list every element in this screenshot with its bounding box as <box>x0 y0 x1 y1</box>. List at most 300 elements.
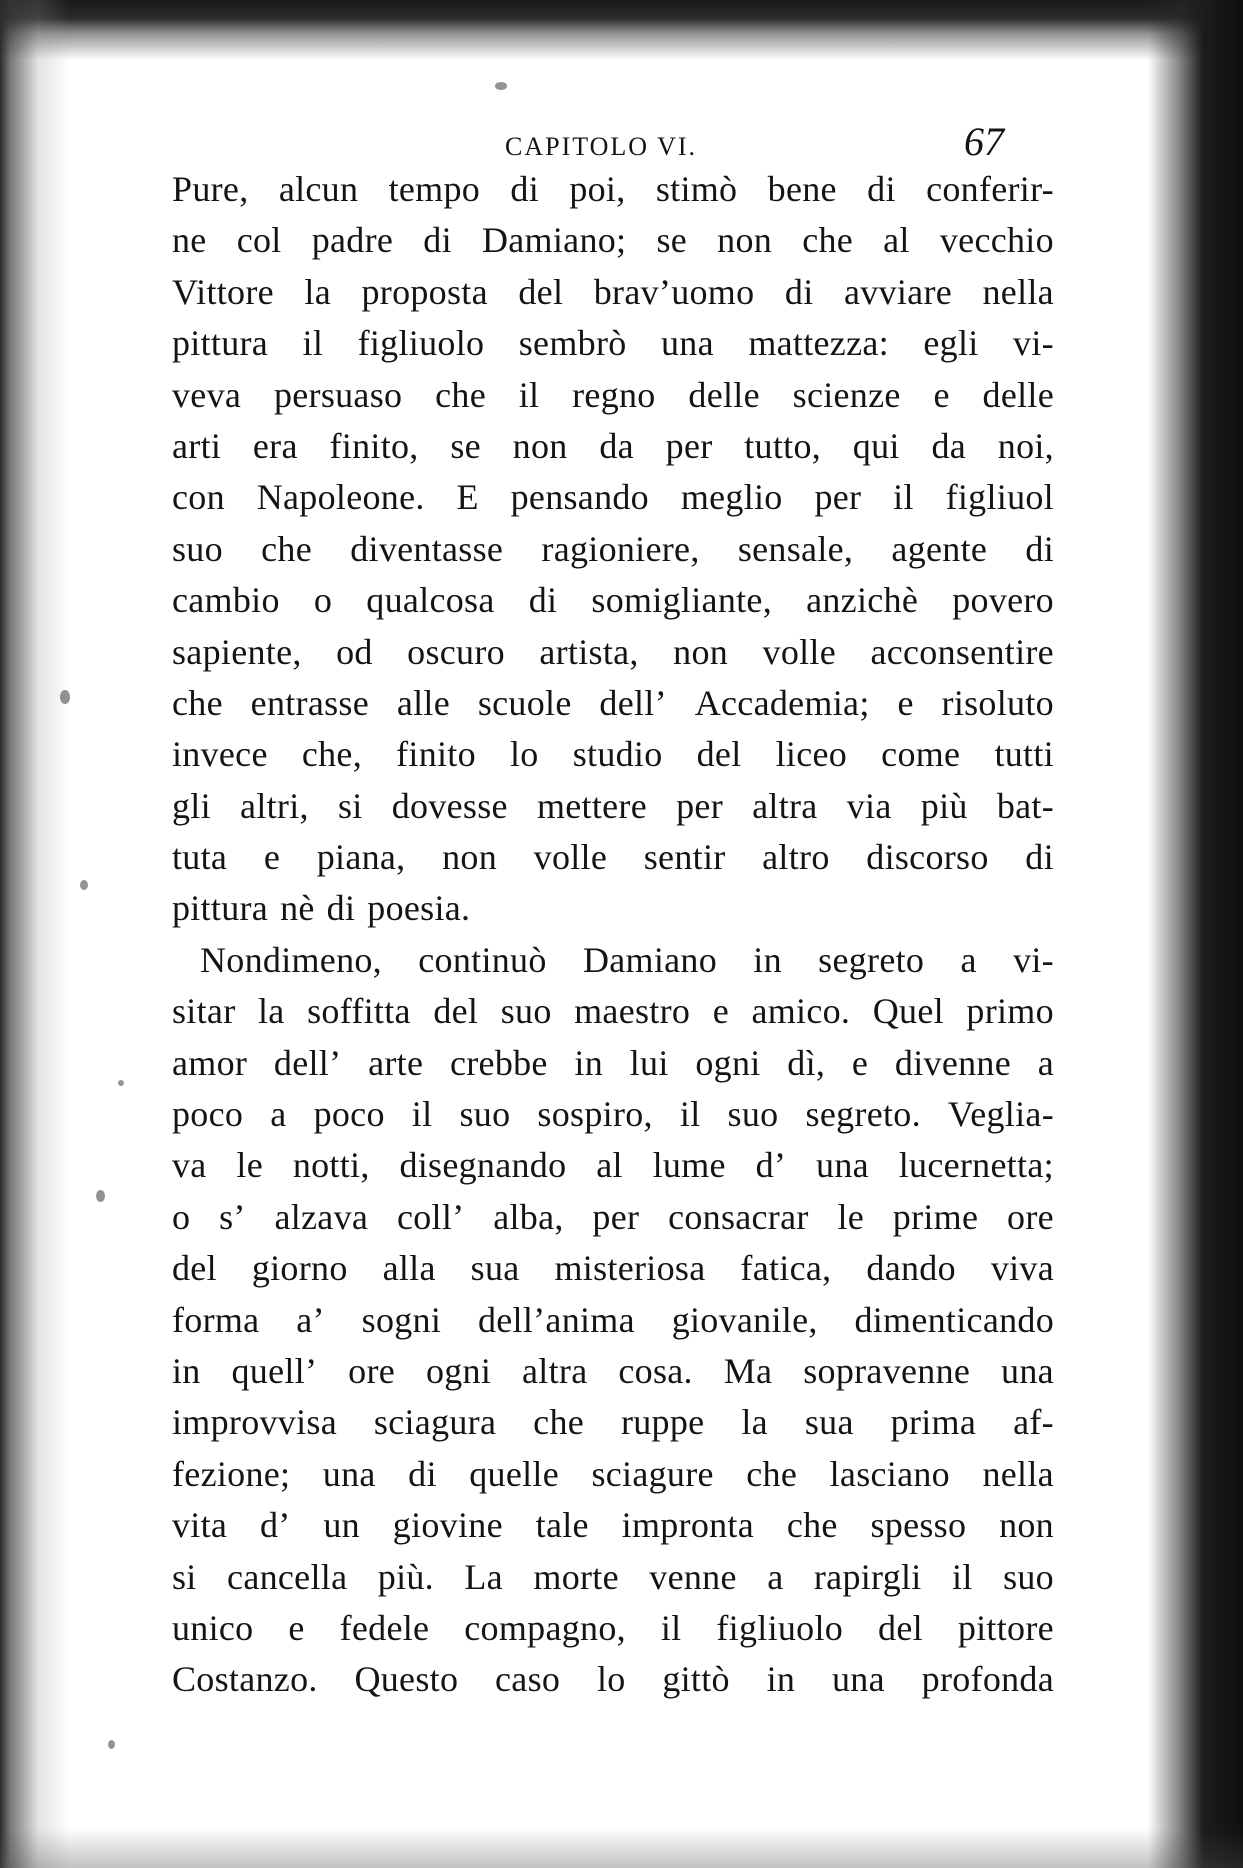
word: morte <box>533 1556 619 1597</box>
word: da <box>931 425 967 466</box>
word: misteriosa <box>554 1248 706 1289</box>
word: il <box>411 1094 433 1135</box>
word: la <box>741 1402 768 1443</box>
word: non <box>673 631 729 672</box>
word: Costanzo. <box>172 1659 318 1700</box>
scan-speck <box>108 1740 115 1749</box>
word: una <box>831 1659 885 1700</box>
word: fedele <box>339 1607 430 1648</box>
word: pittura <box>172 323 269 364</box>
word: al <box>883 220 910 261</box>
word: sciagure <box>591 1453 714 1494</box>
word: improvvisa <box>172 1402 337 1443</box>
word: maestro <box>574 991 691 1032</box>
word: spesso <box>870 1505 967 1546</box>
word: fatica, <box>740 1248 832 1289</box>
word: altri, <box>240 785 309 826</box>
word: Veglia- <box>947 1094 1054 1135</box>
word: volle <box>533 837 608 878</box>
word: e <box>933 374 950 415</box>
word: crebbe <box>449 1042 548 1083</box>
word: qui <box>852 425 900 466</box>
word: s’ <box>219 1196 246 1237</box>
word: bene <box>767 169 837 209</box>
word: lui <box>629 1042 669 1083</box>
word: entrasse <box>250 682 370 723</box>
word: suo <box>459 1094 511 1135</box>
word: rapirgli <box>813 1556 922 1597</box>
word: lasciano <box>829 1453 950 1494</box>
word: ruppe <box>620 1402 705 1443</box>
word: brav’uomo <box>593 271 755 312</box>
text-line <box>172 267 1054 318</box>
word: che <box>435 374 486 415</box>
word: continuò <box>418 939 547 980</box>
word: impronta <box>621 1505 755 1546</box>
word: sua <box>804 1402 854 1443</box>
word: Ma <box>723 1350 773 1391</box>
word: alle <box>396 682 451 723</box>
word: nè <box>280 888 315 929</box>
word: dimenticando <box>854 1299 1054 1340</box>
word: poco <box>172 1094 244 1135</box>
word: cosa. <box>618 1350 693 1391</box>
word: a’ <box>296 1299 325 1340</box>
text-line <box>172 1140 1054 1191</box>
word: e <box>897 682 914 723</box>
text-line <box>172 832 1054 883</box>
word: dell’ <box>599 682 667 723</box>
text-line <box>172 883 1054 934</box>
word: vi- <box>1013 323 1054 364</box>
word: suo <box>1003 1556 1054 1597</box>
text-line <box>172 1089 1054 1140</box>
word: sospiro, <box>537 1094 653 1135</box>
word: lo <box>510 734 539 775</box>
word: liceo <box>775 734 848 775</box>
word: od <box>336 631 373 672</box>
word: ne <box>172 220 207 261</box>
word: ragioniere, <box>541 528 700 569</box>
text-line <box>172 986 1054 1037</box>
word: stimò <box>655 169 738 209</box>
word: Vittore <box>172 271 274 312</box>
word: e <box>712 991 729 1032</box>
word: dell’ <box>273 1042 342 1083</box>
word: ore <box>1007 1196 1054 1237</box>
word: regno <box>572 374 656 415</box>
word: o <box>172 1196 191 1237</box>
word: gli <box>172 785 211 826</box>
word: primo <box>966 991 1054 1032</box>
word: poco <box>313 1094 385 1135</box>
word: pensando <box>510 477 649 518</box>
word: una <box>660 323 714 364</box>
word: volle <box>762 631 836 672</box>
scan-speck <box>80 880 88 890</box>
word: alla <box>382 1248 436 1289</box>
word: Damiano; <box>481 220 627 261</box>
word: povero <box>952 580 1054 621</box>
word: ore <box>348 1350 396 1391</box>
word: se <box>656 220 688 261</box>
word: Pure, <box>172 169 249 209</box>
word: di <box>528 580 558 621</box>
scan-shadow-left <box>0 0 70 1868</box>
word: il <box>518 374 540 415</box>
text-line <box>172 1397 1054 1448</box>
word: dell’anima <box>477 1299 635 1340</box>
word: pittura <box>172 888 269 929</box>
word: si <box>337 785 363 826</box>
word: figliuolo <box>716 1607 844 1648</box>
word: la <box>304 271 331 312</box>
word: diventasse <box>350 528 504 569</box>
text-line <box>172 164 1054 215</box>
word: le <box>837 1196 865 1237</box>
word: più <box>920 785 968 826</box>
word: e <box>851 1042 869 1083</box>
word: di <box>867 169 896 209</box>
word: nella <box>982 271 1054 312</box>
word: oscuro <box>407 631 505 672</box>
word: soffitta <box>307 991 411 1032</box>
word: il <box>679 1094 701 1135</box>
text-line <box>172 472 1054 523</box>
word: il <box>952 1556 973 1597</box>
word: il <box>302 323 324 364</box>
word: viva <box>990 1248 1054 1289</box>
word: di <box>326 888 356 929</box>
paragraph <box>172 164 1054 935</box>
paragraph <box>172 935 1054 1706</box>
word: non <box>999 1505 1054 1546</box>
word: La <box>464 1556 503 1597</box>
word: Damiano <box>582 939 717 980</box>
word: unico <box>172 1607 254 1648</box>
word: delle <box>982 374 1054 415</box>
word: le <box>236 1145 263 1186</box>
word: di <box>784 271 814 312</box>
word: il <box>660 1607 682 1648</box>
word: sapiente, <box>172 631 302 672</box>
word: caso <box>495 1659 561 1700</box>
word: giorno <box>251 1248 348 1289</box>
word: venne <box>649 1556 737 1597</box>
text-line <box>172 524 1054 575</box>
word: di <box>423 220 452 261</box>
word: che <box>786 1505 838 1546</box>
word: una <box>322 1453 376 1494</box>
word: fezione; <box>172 1453 291 1494</box>
word: finito, <box>329 425 419 466</box>
word: forma <box>172 1299 260 1340</box>
word: sciagura <box>373 1402 497 1443</box>
word: a <box>960 939 977 980</box>
scan-shadow-top <box>0 0 1243 60</box>
word: consacrar <box>668 1196 809 1237</box>
word: con <box>172 477 225 518</box>
word: invece <box>172 734 268 775</box>
book-page <box>172 112 1054 1706</box>
word: E <box>456 477 479 518</box>
word: quelle <box>469 1453 559 1494</box>
word: per <box>676 785 723 826</box>
word: altra <box>752 785 818 826</box>
word: cambio <box>172 580 280 621</box>
text-line <box>172 1295 1054 1346</box>
word: dando <box>866 1248 956 1289</box>
body-text <box>172 164 1054 1706</box>
word: prima <box>890 1402 977 1443</box>
word: figliuol <box>945 477 1054 518</box>
word: in <box>766 1659 796 1700</box>
word: va <box>172 1145 207 1186</box>
word: profonda <box>921 1659 1054 1700</box>
scan-speck <box>118 1080 124 1086</box>
text-line <box>172 215 1054 266</box>
word: di <box>1025 837 1054 878</box>
word: bat- <box>996 785 1054 826</box>
word: suo <box>172 528 223 569</box>
word: e <box>263 837 281 878</box>
word: finito <box>396 734 476 775</box>
word: di <box>408 1453 437 1494</box>
text-line <box>172 318 1054 369</box>
page-number: 67 <box>964 119 1004 164</box>
word: somigliante, <box>591 580 772 621</box>
scan-speck <box>96 1190 105 1202</box>
word: conferir- <box>926 169 1054 209</box>
word: in <box>574 1042 604 1083</box>
word: segreto. <box>805 1094 921 1135</box>
word: una <box>816 1145 869 1186</box>
word: tutto, <box>744 425 822 466</box>
word: sensale, <box>737 528 854 569</box>
scan-shadow-right <box>1148 0 1243 1868</box>
word: Nondimeno, <box>200 939 382 980</box>
chapter-title: CAPITOLO VI. <box>505 132 698 161</box>
text-line <box>172 729 1054 780</box>
word: mettere <box>536 785 647 826</box>
word: sembrò <box>518 323 627 364</box>
text-line <box>172 1192 1054 1243</box>
word: di <box>1025 528 1054 569</box>
word: delle <box>688 374 760 415</box>
word: cancella <box>227 1556 348 1597</box>
word: in <box>172 1350 201 1391</box>
word: che <box>746 1453 798 1494</box>
text-line <box>172 678 1054 729</box>
word: col <box>236 220 282 261</box>
word: scienze <box>792 374 901 415</box>
word: non <box>717 220 773 261</box>
word: Questo <box>354 1659 459 1700</box>
word: che <box>261 528 312 569</box>
word: come <box>881 734 961 775</box>
text-line <box>172 627 1054 678</box>
word: poi, <box>569 169 626 209</box>
running-head <box>172 112 1054 164</box>
word: tempo <box>388 169 481 209</box>
word: coll’ <box>396 1196 465 1237</box>
word: prime <box>892 1196 979 1237</box>
word: padre <box>311 220 394 261</box>
word: Napoleone. <box>256 477 425 518</box>
text-line <box>172 935 1054 986</box>
word: per <box>592 1196 640 1237</box>
text-line <box>172 781 1054 832</box>
word: vita <box>172 1505 228 1546</box>
text-line <box>172 1603 1054 1654</box>
text-line <box>172 370 1054 421</box>
text-line <box>172 1654 1054 1705</box>
word: disegnando <box>399 1145 567 1186</box>
word: poesia. <box>367 888 471 929</box>
scan-speck <box>495 82 507 90</box>
word: giovine <box>392 1505 503 1546</box>
word: del <box>172 1248 217 1289</box>
word: persuaso <box>273 374 403 415</box>
word: che <box>802 220 854 261</box>
scan-shadow-bottom <box>0 1828 1243 1868</box>
word: gittò <box>662 1659 730 1700</box>
word: a <box>767 1556 784 1597</box>
word: qualcosa <box>366 580 495 621</box>
word: sogni <box>361 1299 442 1340</box>
text-line <box>172 575 1054 626</box>
word: meglio <box>680 477 783 518</box>
word: sentir <box>643 837 726 878</box>
word: veva <box>172 374 242 415</box>
word: quell’ <box>231 1350 318 1391</box>
word: altro <box>762 837 830 878</box>
word: alzava <box>274 1196 369 1237</box>
word: arte <box>368 1042 424 1083</box>
word: alcun <box>278 169 359 209</box>
word: af- <box>1013 1402 1054 1443</box>
word: alba, <box>493 1196 564 1237</box>
word: suo <box>500 991 552 1032</box>
word: una <box>1001 1350 1054 1391</box>
word: non <box>512 425 568 466</box>
word: a <box>1037 1042 1054 1083</box>
word: di <box>510 169 539 209</box>
word: via <box>846 785 892 826</box>
word: pittore <box>957 1607 1054 1648</box>
text-line <box>172 1243 1054 1294</box>
word: o <box>313 580 333 621</box>
word: lo <box>596 1659 626 1700</box>
word: e <box>288 1607 305 1648</box>
word: risoluto <box>941 682 1054 723</box>
word: giovanile, <box>671 1299 818 1340</box>
word: lucernetta; <box>898 1145 1054 1186</box>
word: figliuolo <box>357 323 485 364</box>
text-line <box>172 421 1054 472</box>
word: divenne <box>894 1042 1011 1083</box>
text-line <box>172 1449 1054 1500</box>
word: ogni <box>425 1350 492 1391</box>
word: se <box>450 425 481 466</box>
text-line <box>172 1038 1054 1089</box>
word: agente <box>891 528 988 569</box>
word: era <box>252 425 298 466</box>
word: artista, <box>539 631 639 672</box>
word: il <box>893 477 914 518</box>
word: studio <box>572 734 663 775</box>
word: segreto <box>818 939 925 980</box>
word: egli <box>923 323 979 364</box>
word: compagno, <box>464 1607 626 1648</box>
word: si <box>172 1556 197 1597</box>
word: dì, <box>787 1042 826 1083</box>
word: a <box>270 1094 287 1135</box>
word: noi, <box>997 425 1054 466</box>
word: suo <box>727 1094 779 1135</box>
word: avviare <box>843 271 953 312</box>
word: notti, <box>292 1145 370 1186</box>
word: tuta <box>172 837 228 878</box>
word: lume <box>652 1145 726 1186</box>
word: che <box>172 682 223 723</box>
word: più. <box>377 1556 434 1597</box>
word: sopravenne <box>803 1350 971 1391</box>
word: d’ <box>755 1145 787 1186</box>
word: un <box>323 1505 360 1546</box>
word: non <box>442 837 498 878</box>
word: Quel <box>872 991 944 1032</box>
word: per <box>814 477 862 518</box>
word: che <box>533 1402 585 1443</box>
word: al <box>596 1145 623 1186</box>
word: d’ <box>259 1505 291 1546</box>
word: la <box>257 991 285 1032</box>
text-line <box>172 1500 1054 1551</box>
word: dovesse <box>391 785 508 826</box>
word: vecchio <box>939 220 1054 261</box>
word: acconsentire <box>870 631 1054 672</box>
word: nella <box>982 1453 1054 1494</box>
word: discorso <box>866 837 989 878</box>
word: ogni <box>695 1042 761 1083</box>
word: del <box>696 734 742 775</box>
word: sitar <box>172 991 236 1032</box>
word: in <box>753 939 782 980</box>
scan-speck <box>60 690 70 704</box>
word: amor <box>172 1042 248 1083</box>
word: arti <box>172 425 222 466</box>
word: da <box>599 425 634 466</box>
word: altra <box>522 1350 588 1391</box>
word: del <box>878 1607 923 1648</box>
text-line <box>172 1346 1054 1397</box>
word: scuole <box>477 682 572 723</box>
word: sua <box>470 1248 520 1289</box>
word: piana, <box>316 837 406 878</box>
word: del <box>518 271 564 312</box>
word: vi- <box>1013 939 1054 980</box>
word: del <box>433 991 479 1032</box>
word: Accademia; <box>694 682 870 723</box>
word: proposta <box>361 271 488 312</box>
word: amico. <box>751 991 851 1032</box>
word: tutti <box>994 734 1054 775</box>
word: che, <box>301 734 363 775</box>
word: tale <box>535 1505 589 1546</box>
word: per <box>665 425 713 466</box>
word: anzichè <box>806 580 919 621</box>
